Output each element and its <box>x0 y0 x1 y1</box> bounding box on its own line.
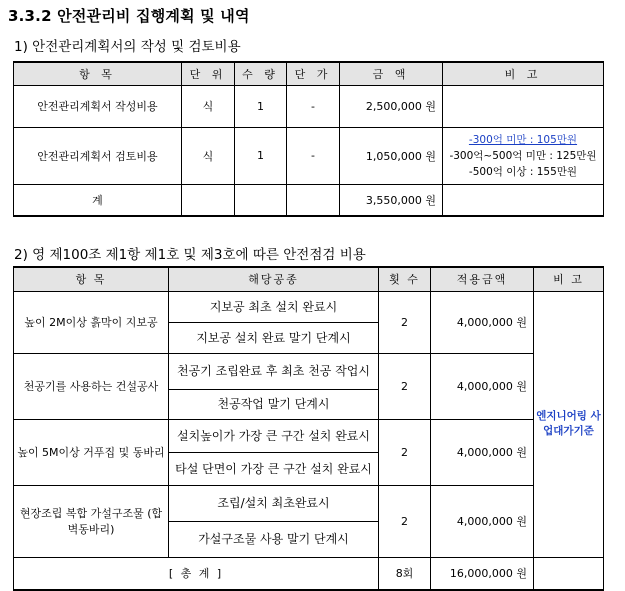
col-header-note: 비 고 <box>443 62 604 85</box>
section-heading: 3.3.2 안전관리비 집행계획 및 내역 <box>8 7 250 25</box>
col-header-amount: 적용금액 <box>431 267 534 291</box>
row-work: 지보공 최초 설치 완료시 <box>169 291 379 322</box>
note-line: -500억 이상 : 155만원 <box>468 165 578 178</box>
row-work: 가설구조물 사용 말기 단계시 <box>169 521 379 557</box>
row-item: 높이 5M이상 거푸집 및 동바리 <box>14 419 169 485</box>
row-unit: 식 <box>182 85 235 127</box>
total-row <box>14 184 604 216</box>
note-line: -300억~500억 미만 : 125만원 <box>449 149 597 162</box>
col-header-price: 단 가 <box>287 62 340 85</box>
row-note-empty <box>443 85 604 127</box>
row-qty: 1 <box>235 85 287 127</box>
col-header-amount: 금 액 <box>340 62 443 85</box>
row-count: 2 <box>379 291 431 353</box>
row-amount: 2,500,000 원 <box>340 85 443 127</box>
col-header-item: 항 목 <box>14 267 169 291</box>
safety-plan-cost-table <box>13 61 604 217</box>
section2-title: 2) 영 제100조 제1항 제1호 및 제3호에 따른 안전점검 비용 <box>14 247 366 263</box>
col-header-work: 해당공종 <box>169 267 379 291</box>
total-row <box>14 557 604 590</box>
table-row <box>14 353 604 389</box>
note-line-link[interactable]: -300억 미만 : 105만원 <box>468 133 578 146</box>
col-header-unit: 단 위 <box>182 62 235 85</box>
row-amount: 4,000,000 원 <box>431 291 534 353</box>
total-count: 8회 <box>379 557 431 590</box>
section1-title: 1) 안전관리계획서의 작성 및 검토비용 <box>14 39 241 55</box>
row-amount: 4,000,000 원 <box>431 353 534 419</box>
row-item: 안전관리계획서 작성비용 <box>14 85 182 127</box>
col-header-note: 비 고 <box>534 267 604 291</box>
table-row <box>14 485 604 521</box>
row-count: 2 <box>379 485 431 557</box>
row-work: 타설 단면이 가장 큰 구간 설치 완료시 <box>169 452 379 485</box>
row-price: - <box>287 127 340 184</box>
row-work: 천공작업 말기 단계시 <box>169 389 379 419</box>
row-item: 천공기를 사용하는 건설공사 <box>14 353 169 419</box>
row-count: 2 <box>379 419 431 485</box>
row-work: 조립/설치 최초완료시 <box>169 485 379 521</box>
row-work: 천공기 조립완료 후 최초 천공 작업시 <box>169 353 379 389</box>
table-row <box>14 127 604 184</box>
col-header-count: 횟 수 <box>379 267 431 291</box>
engineering-fee-note: 엔지니어링 사업대가기준 <box>534 291 604 557</box>
total-amount: 16,000,000 원 <box>431 557 534 590</box>
row-item: 안전관리계획서 검토비용 <box>14 127 182 184</box>
row-unit: 식 <box>182 127 235 184</box>
total-label: [ 총 계 ] <box>14 557 379 590</box>
row-count: 2 <box>379 353 431 419</box>
total-label: 계 <box>14 184 182 216</box>
row-work: 설치높이가 가장 큰 구간 설치 완료시 <box>169 419 379 452</box>
row-work: 지보공 설치 완료 말기 단계시 <box>169 322 379 353</box>
table-row <box>14 419 604 452</box>
col-header-item: 항 목 <box>14 62 182 85</box>
row-amount: 4,000,000 원 <box>431 419 534 485</box>
table-row <box>14 291 604 322</box>
review-cost-notes <box>443 127 604 184</box>
row-qty: 1 <box>235 127 287 184</box>
row-item: 현장조립 복합 가설구조물 (합벽동바리) <box>14 485 169 557</box>
table-row <box>14 85 604 127</box>
safety-inspection-cost-table <box>13 266 604 591</box>
total-amount: 3,550,000 원 <box>340 184 443 216</box>
col-header-qty: 수 량 <box>235 62 287 85</box>
row-amount: 1,050,000 원 <box>340 127 443 184</box>
row-amount: 4,000,000 원 <box>431 485 534 557</box>
row-item: 높이 2M이상 흙막이 지보공 <box>14 291 169 353</box>
row-price: - <box>287 85 340 127</box>
